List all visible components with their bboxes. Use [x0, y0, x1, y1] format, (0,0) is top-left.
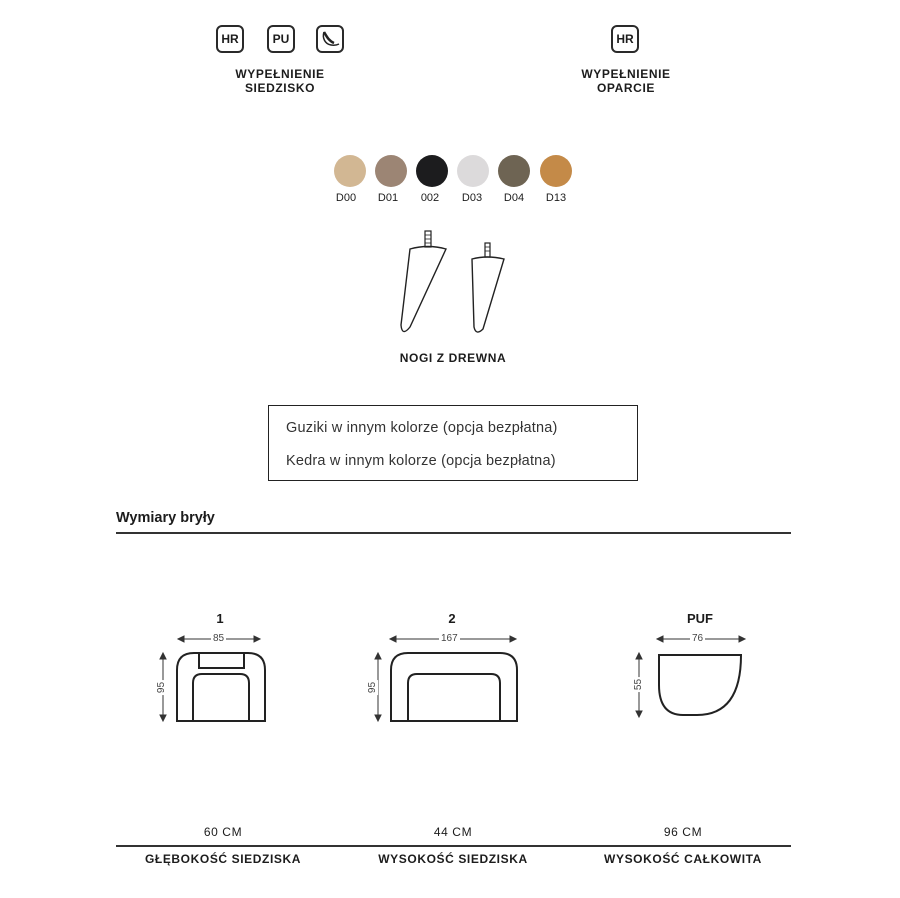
- swatch-label: 002: [420, 192, 440, 204]
- section-title-dimensions: Wymiary bryły: [116, 510, 215, 526]
- short-leg-icon: [472, 243, 504, 332]
- seat-height-label: WYSOKOŚĆ SIEDZISKA: [378, 852, 528, 866]
- swatch-label: D13: [545, 192, 567, 204]
- swatch-label: D01: [377, 192, 399, 204]
- pu-badge-seat: PU: [267, 25, 295, 53]
- swatch-label: D00: [335, 192, 357, 204]
- seat-filling-caption-line2: SIEDZISKO: [244, 81, 316, 95]
- seat-filling-caption: [215, 67, 345, 95]
- total-height-value: 96 CM: [663, 825, 703, 839]
- swatch-d03[interactable]: [457, 155, 489, 187]
- option-buttons-color: Guziki w innym kolorze (opcja bezpłatna): [286, 420, 558, 436]
- legs-caption: NOGI Z DREWNA: [399, 351, 507, 365]
- back-filling-caption-line1: WYPEŁNIENIE: [581, 67, 671, 81]
- hr-badge-back: HR: [611, 25, 639, 53]
- back-filling-caption: [561, 67, 691, 95]
- swatch-d04[interactable]: [498, 155, 530, 187]
- puf-outline: [659, 655, 741, 715]
- puf-width: 76: [692, 633, 704, 644]
- sofa-outline: [391, 653, 517, 721]
- module-title-1: 1: [216, 611, 224, 626]
- back-filling-caption-line2: OPARCIE: [597, 81, 655, 95]
- module-title-puf: PUF: [687, 611, 713, 626]
- swatch-label: D04: [503, 192, 525, 204]
- module-2-width: 167: [441, 633, 458, 644]
- armchair-outline: [177, 653, 265, 721]
- swatch-d01[interactable]: [375, 155, 407, 187]
- seat-filling-caption-line1: WYPEŁNIENIE: [235, 67, 325, 81]
- swatch-002[interactable]: [416, 155, 448, 187]
- swatch-label: D03: [461, 192, 483, 204]
- seat-depth-label: GŁĘBOKOŚĆ SIEDZISKA: [144, 852, 302, 866]
- seat-height-value: 44 CM: [433, 825, 473, 839]
- puf-height: 55: [633, 678, 645, 691]
- module-title-2: 2: [448, 611, 456, 626]
- feather-icon: [316, 25, 344, 53]
- total-height-label: WYSOKOŚĆ CAŁKOWITA: [604, 852, 762, 866]
- option-piping-color: Kedra w innym kolorze (opcja bezpłatna): [286, 453, 556, 469]
- module-1-width: 85: [213, 633, 225, 644]
- options-box: [268, 405, 638, 481]
- seat-depth-value: 60 CM: [203, 825, 243, 839]
- module-1-height: 95: [156, 681, 168, 694]
- tall-leg-icon: [401, 231, 446, 332]
- swatch-d13[interactable]: [540, 155, 572, 187]
- swatch-d00[interactable]: [334, 155, 366, 187]
- hr-badge-seat: HR: [216, 25, 244, 53]
- section-divider: [116, 532, 791, 534]
- spec-divider: [116, 845, 791, 847]
- module-2-height: 95: [367, 681, 379, 694]
- wooden-legs-illustration: [380, 225, 530, 340]
